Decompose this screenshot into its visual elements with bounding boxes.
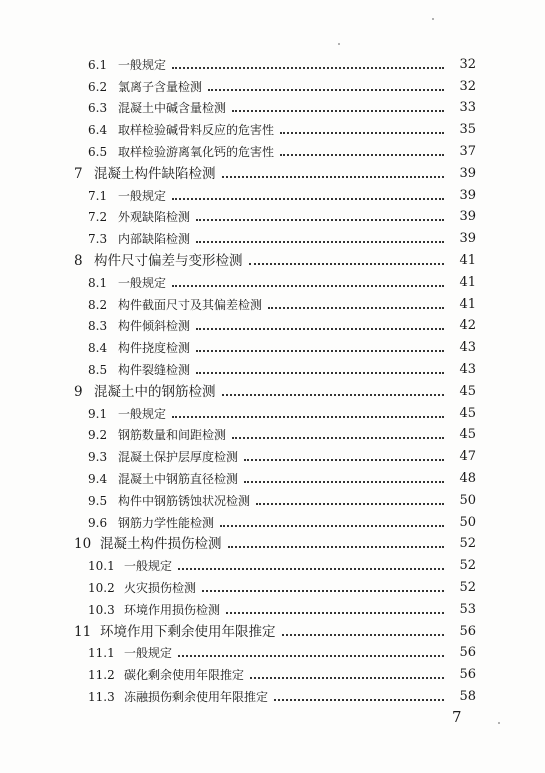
toc-section-row[interactable] xyxy=(0,312,545,334)
toc-entry-text xyxy=(88,559,450,573)
toc-entry-number: 9 xyxy=(74,383,83,400)
toc-entry-page: 39 xyxy=(459,209,476,225)
dot-leader xyxy=(232,110,444,112)
toc-entry-title: 混凝土保护层厚度检测 xyxy=(118,450,239,465)
toc-entry-title: 氯离子含量检测 xyxy=(118,79,203,94)
toc-entry-number: 9.2 xyxy=(88,428,108,443)
toc-entry-text xyxy=(88,341,450,355)
toc-entry-page: 52 xyxy=(459,558,476,574)
toc-chapter-row[interactable] xyxy=(0,617,545,639)
toc-entry-page: 53 xyxy=(459,601,476,617)
toc-entry-text xyxy=(88,472,450,486)
toc-entry-title: 环境作用损伤检测 xyxy=(124,602,221,617)
scan-speck xyxy=(432,18,434,20)
toc-entry-title: 构件中钢筋锈蚀状况检测 xyxy=(118,493,251,508)
toc-entry-number: 9.3 xyxy=(88,450,108,465)
dot-leader xyxy=(280,132,444,134)
toc-entry-title: 一般规定 xyxy=(118,275,167,290)
toc-entry-title: 取样检验碱骨料反应的危害性 xyxy=(118,123,275,138)
toc-entry-number: 8.1 xyxy=(88,275,108,290)
dot-leader xyxy=(196,372,444,374)
dot-leader xyxy=(222,176,445,178)
toc-entry-text xyxy=(74,167,450,181)
toc-section-row[interactable] xyxy=(0,94,545,116)
toc-entry-title: 混凝土构件损伤检测 xyxy=(100,536,222,553)
toc-entry-number: 6.5 xyxy=(88,144,108,159)
toc-entry-page: 45 xyxy=(459,383,476,399)
toc-entry-page: 58 xyxy=(459,688,476,704)
toc-entry-title: 一般规定 xyxy=(118,188,167,203)
toc-entry-number: 11.2 xyxy=(88,668,115,683)
dot-leader xyxy=(280,154,444,156)
dot-leader xyxy=(232,437,444,439)
page-number: 7 xyxy=(452,708,462,726)
toc-entry-text xyxy=(88,450,450,464)
toc-entry-page: 50 xyxy=(459,492,476,508)
toc-entry-text xyxy=(74,385,450,399)
toc-entry-title: 构件尺寸偏差与变形检测 xyxy=(94,252,243,269)
toc-entry-number: 6.2 xyxy=(88,79,108,94)
toc-chapter-row[interactable] xyxy=(0,530,545,552)
toc-entry-title: 火灾损伤检测 xyxy=(124,580,197,595)
toc-entry-text xyxy=(88,363,450,377)
toc-section-row[interactable] xyxy=(0,442,545,464)
toc-section-row[interactable] xyxy=(0,682,545,704)
toc-entry-title: 混凝土中碱含量检测 xyxy=(118,101,227,116)
toc-section-row[interactable] xyxy=(0,355,545,377)
toc-entry-page: 41 xyxy=(459,252,476,268)
toc-entry-number: 10.1 xyxy=(88,559,115,574)
toc-entry-page: 32 xyxy=(459,78,476,94)
toc-section-row[interactable] xyxy=(0,660,545,682)
toc-section-row[interactable] xyxy=(0,421,545,443)
toc-entry-page: 37 xyxy=(459,143,476,159)
dot-leader xyxy=(282,634,445,636)
toc-entry-title: 构件倾斜检测 xyxy=(118,319,191,334)
toc-entry-page: 39 xyxy=(459,165,476,181)
toc-entry-number: 8.2 xyxy=(88,297,108,312)
toc-entry-text xyxy=(88,145,450,159)
toc-entry-number: 8 xyxy=(74,252,83,269)
toc-entry-number: 7 xyxy=(74,165,83,182)
toc-entry-text xyxy=(88,123,450,137)
toc-entry-title: 构件裂缝检测 xyxy=(118,362,191,377)
scan-speck xyxy=(338,43,340,45)
toc-entry-title: 构件挠度检测 xyxy=(118,341,191,356)
toc-section-row[interactable] xyxy=(0,203,545,225)
dot-leader xyxy=(244,481,444,483)
dot-leader xyxy=(244,459,444,461)
dot-leader xyxy=(196,219,444,221)
toc-entry-number: 11.1 xyxy=(88,646,115,661)
toc-entry-text xyxy=(74,625,450,639)
toc-section-row[interactable] xyxy=(0,551,545,573)
toc-entry-number: 7.3 xyxy=(88,232,108,247)
toc-entry-text xyxy=(88,646,450,660)
dot-leader xyxy=(268,307,444,309)
toc-entry-page: 43 xyxy=(459,361,476,377)
toc-entry-title: 混凝土构件缺陷检测 xyxy=(94,165,216,182)
dot-leader xyxy=(172,416,444,418)
toc-entry-page: 48 xyxy=(459,470,476,486)
dot-leader xyxy=(172,285,444,287)
dot-leader xyxy=(172,198,444,200)
toc-section-row[interactable] xyxy=(0,224,545,246)
toc-entry-text xyxy=(88,319,450,333)
toc-entry-page: 52 xyxy=(459,579,476,595)
toc-section-row[interactable] xyxy=(0,137,545,159)
dot-leader xyxy=(222,394,445,396)
scan-speck xyxy=(498,722,500,724)
toc-section-row[interactable] xyxy=(0,595,545,617)
toc-entry-text xyxy=(88,276,450,290)
toc-entry-text xyxy=(88,232,450,246)
toc-entry-title: 取样检验游离氧化钙的危害性 xyxy=(118,144,275,159)
toc-entry-title: 一般规定 xyxy=(124,646,173,661)
toc-entry-text xyxy=(88,668,450,682)
toc-chapter-row[interactable] xyxy=(0,159,545,181)
toc-entry-number: 8.3 xyxy=(88,319,108,334)
dot-leader xyxy=(202,590,444,592)
toc-entry-number: 9.6 xyxy=(88,515,108,530)
toc-entry-text xyxy=(88,516,450,530)
toc-entry-page: 47 xyxy=(459,449,476,465)
dot-leader xyxy=(274,699,444,701)
toc-entry-title: 构件截面尺寸及其偏差检测 xyxy=(118,297,263,312)
toc-entry-number: 10.3 xyxy=(88,602,115,617)
toc-entry-number: 10 xyxy=(74,536,92,553)
dot-leader xyxy=(172,67,444,69)
toc-entry-number: 9.5 xyxy=(88,493,108,508)
dot-leader xyxy=(196,350,444,352)
toc-section-row[interactable] xyxy=(0,181,545,203)
toc-entry-title: 碳化剩余使用年限推定 xyxy=(124,668,245,683)
toc-entry-title: 一般规定 xyxy=(118,57,167,72)
toc-entry-title: 混凝土中的钢筋检测 xyxy=(94,383,216,400)
toc-entry-number: 9.1 xyxy=(88,406,108,421)
toc-entry-number: 6.1 xyxy=(88,57,108,72)
toc-entry-title: 一般规定 xyxy=(118,406,167,421)
toc-section-row[interactable] xyxy=(0,486,545,508)
dot-leader xyxy=(196,241,444,243)
dot-leader xyxy=(220,525,444,527)
toc-entry-number: 11.3 xyxy=(88,689,115,704)
toc-section-row[interactable] xyxy=(0,333,545,355)
toc-entry-page: 39 xyxy=(459,231,476,247)
toc-entry-page: 41 xyxy=(459,274,476,290)
toc-entry-text xyxy=(88,407,450,421)
toc-entry-page: 43 xyxy=(459,340,476,356)
toc-entry-number: 9.4 xyxy=(88,471,108,486)
toc-entry-number: 7.1 xyxy=(88,188,108,203)
toc-chapter-row[interactable] xyxy=(0,246,545,268)
dot-leader xyxy=(249,263,445,265)
toc-entry-text xyxy=(88,494,450,508)
toc-section-row[interactable] xyxy=(0,50,545,72)
toc-entry-text xyxy=(88,581,450,595)
toc-section-row[interactable] xyxy=(0,72,545,94)
toc-section-row[interactable] xyxy=(0,268,545,290)
toc-section-row[interactable] xyxy=(0,290,545,312)
toc-entry-title: 一般规定 xyxy=(124,559,173,574)
toc-entry-text xyxy=(88,690,450,704)
toc-entry-title: 钢筋数量和间距检测 xyxy=(118,428,227,443)
dot-leader xyxy=(228,546,445,548)
toc-entry-text xyxy=(88,101,450,115)
toc-chapter-row[interactable] xyxy=(0,377,545,399)
toc-entry-page: 56 xyxy=(459,645,476,661)
toc-entry-text xyxy=(88,80,450,94)
toc-entry-text xyxy=(74,254,450,268)
toc-entry-page: 45 xyxy=(459,427,476,443)
toc-entry-text xyxy=(74,537,450,551)
toc-entry-page: 52 xyxy=(459,536,476,552)
toc-entry-page: 45 xyxy=(459,405,476,421)
toc-entry-text xyxy=(88,603,450,617)
toc-entry-number: 8.5 xyxy=(88,362,108,377)
toc-entry-number: 10.2 xyxy=(88,580,115,595)
toc-entry-page: 42 xyxy=(459,318,476,334)
toc-entry-page: 41 xyxy=(459,296,476,312)
toc-entry-number: 6.3 xyxy=(88,101,108,116)
table-of-contents xyxy=(0,50,545,704)
toc-section-row[interactable] xyxy=(0,508,545,530)
toc-section-row[interactable] xyxy=(0,464,545,486)
dot-leader xyxy=(256,503,444,505)
toc-entry-title: 环境作用下剩余使用年限推定 xyxy=(100,623,276,640)
toc-entry-page: 56 xyxy=(459,667,476,683)
toc-entry-number: 11 xyxy=(74,623,92,640)
toc-entry-number: 8.4 xyxy=(88,341,108,356)
toc-entry-page: 39 xyxy=(459,187,476,203)
toc-entry-page: 50 xyxy=(459,514,476,530)
toc-entry-number: 6.4 xyxy=(88,123,108,138)
toc-entry-page: 33 xyxy=(459,100,476,116)
toc-entry-text xyxy=(88,428,450,442)
toc-entry-title: 冻融损伤剩余使用年限推定 xyxy=(124,689,269,704)
toc-entry-title: 内部缺陷检测 xyxy=(118,232,191,247)
toc-entry-text xyxy=(88,298,450,312)
toc-entry-text xyxy=(88,189,450,203)
toc-section-row[interactable] xyxy=(0,399,545,421)
dot-leader xyxy=(208,89,444,91)
toc-entry-title: 混凝土中钢筋直径检测 xyxy=(118,471,239,486)
toc-entry-number: 7.2 xyxy=(88,210,108,225)
dot-leader xyxy=(226,612,444,614)
toc-entry-title: 外观缺陷检测 xyxy=(118,210,191,225)
toc-section-row[interactable] xyxy=(0,115,545,137)
dot-leader xyxy=(178,568,444,570)
toc-entry-text xyxy=(88,210,450,224)
toc-entry-page: 32 xyxy=(459,56,476,72)
toc-entry-page: 56 xyxy=(459,623,476,639)
toc-entry-text xyxy=(88,58,450,72)
toc-entry-page: 35 xyxy=(459,122,476,138)
dot-leader xyxy=(250,677,444,679)
toc-section-row[interactable] xyxy=(0,573,545,595)
toc-entry-title: 钢筋力学性能检测 xyxy=(118,515,215,530)
toc-section-row[interactable] xyxy=(0,639,545,661)
dot-leader xyxy=(196,328,444,330)
dot-leader xyxy=(178,655,444,657)
